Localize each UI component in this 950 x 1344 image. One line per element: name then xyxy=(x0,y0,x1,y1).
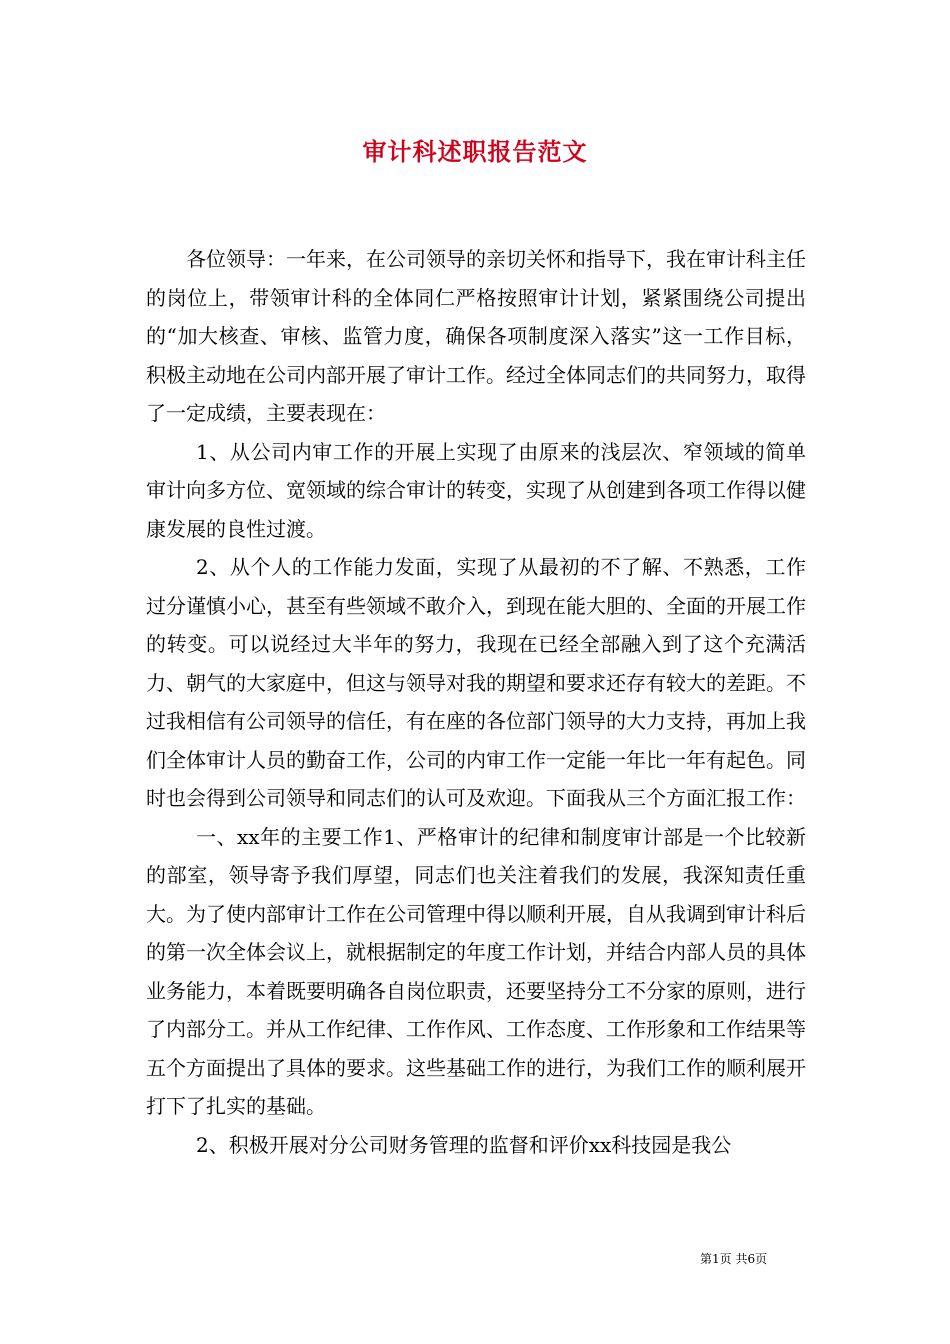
paragraph-intro: 各位领导：一年来，在公司领导的亲切关怀和指导下，我在审计科主任的岗位上，带领审计科的全体同仁严格按照审计计划，紧紧围绕公司提出的“加大核查、审核、监管力度，确保各项制度深入落实”这一工作目标，积极主动地在公司内部开展了审计工作。经过全体同志们的共同努力，取得了一定成绩，主要表现在： xyxy=(146,247,806,425)
paragraph-point-1: 1、从公司内审工作的开展上实现了由原来的浅层次、窄领域的简单审计向多方位、宽领域的综合审计的转变，实现了从创建到各项工作得以健康发展的良性过渡。 xyxy=(146,439,806,541)
document-body xyxy=(146,240,806,1164)
page-title: 审计科述职报告范文 xyxy=(362,137,588,166)
paragraph-section-2: 2、积极开展对分公司财务管理的监督和评价xx科技园是我公 xyxy=(196,1132,732,1157)
paragraph-section-1: 一、xx年的主要工作1、严格审计的纪律和制度审计部是一个比较新的部室，领导寄予我们厚望，同志们也关注着我们的发展，我深知责任重大。为了使内部审计工作在公司管理中得以顺利开展，自从我调到审计科后的第一次全体会议上，就根据制定的年度工作计划，并结合内部人员的具体业务能力，本着既要明确各自岗位职责，还要坚持分工不分家的原则，进行了内部分工。并从工作纪律、工作作风、工作态度、工作形象和工作结果等五个方面提出了具体的要求。这些基础工作的进行，为我们工作的顺利展开打下了扎实的基础。 xyxy=(146,824,806,1118)
page-number-footer: 第1页 共6页 xyxy=(700,1252,768,1266)
paragraph-point-2: 2、从个人的工作能力发面，实现了从最初的不了解、不熟悉，工作过分谨慎小心，甚至有些领域不敢介入，到现在能大胆的、全面的开展工作的转变。可以说经过大半年的努力，我现在已经全部融入到了这个充满活力、朝气的大家庭中，但这与领导对我的期望和要求还存有较大的差距。不过我相信有公司领导的信任，有在座的各位部门领导的大力支持，再加上我们全体审计人员的勤奋工作，公司的内审工作一定能一年比一年有起色。同时也会得到公司领导和同志们的认可及欢迎。下面我从三个方面汇报工作： xyxy=(146,555,806,810)
